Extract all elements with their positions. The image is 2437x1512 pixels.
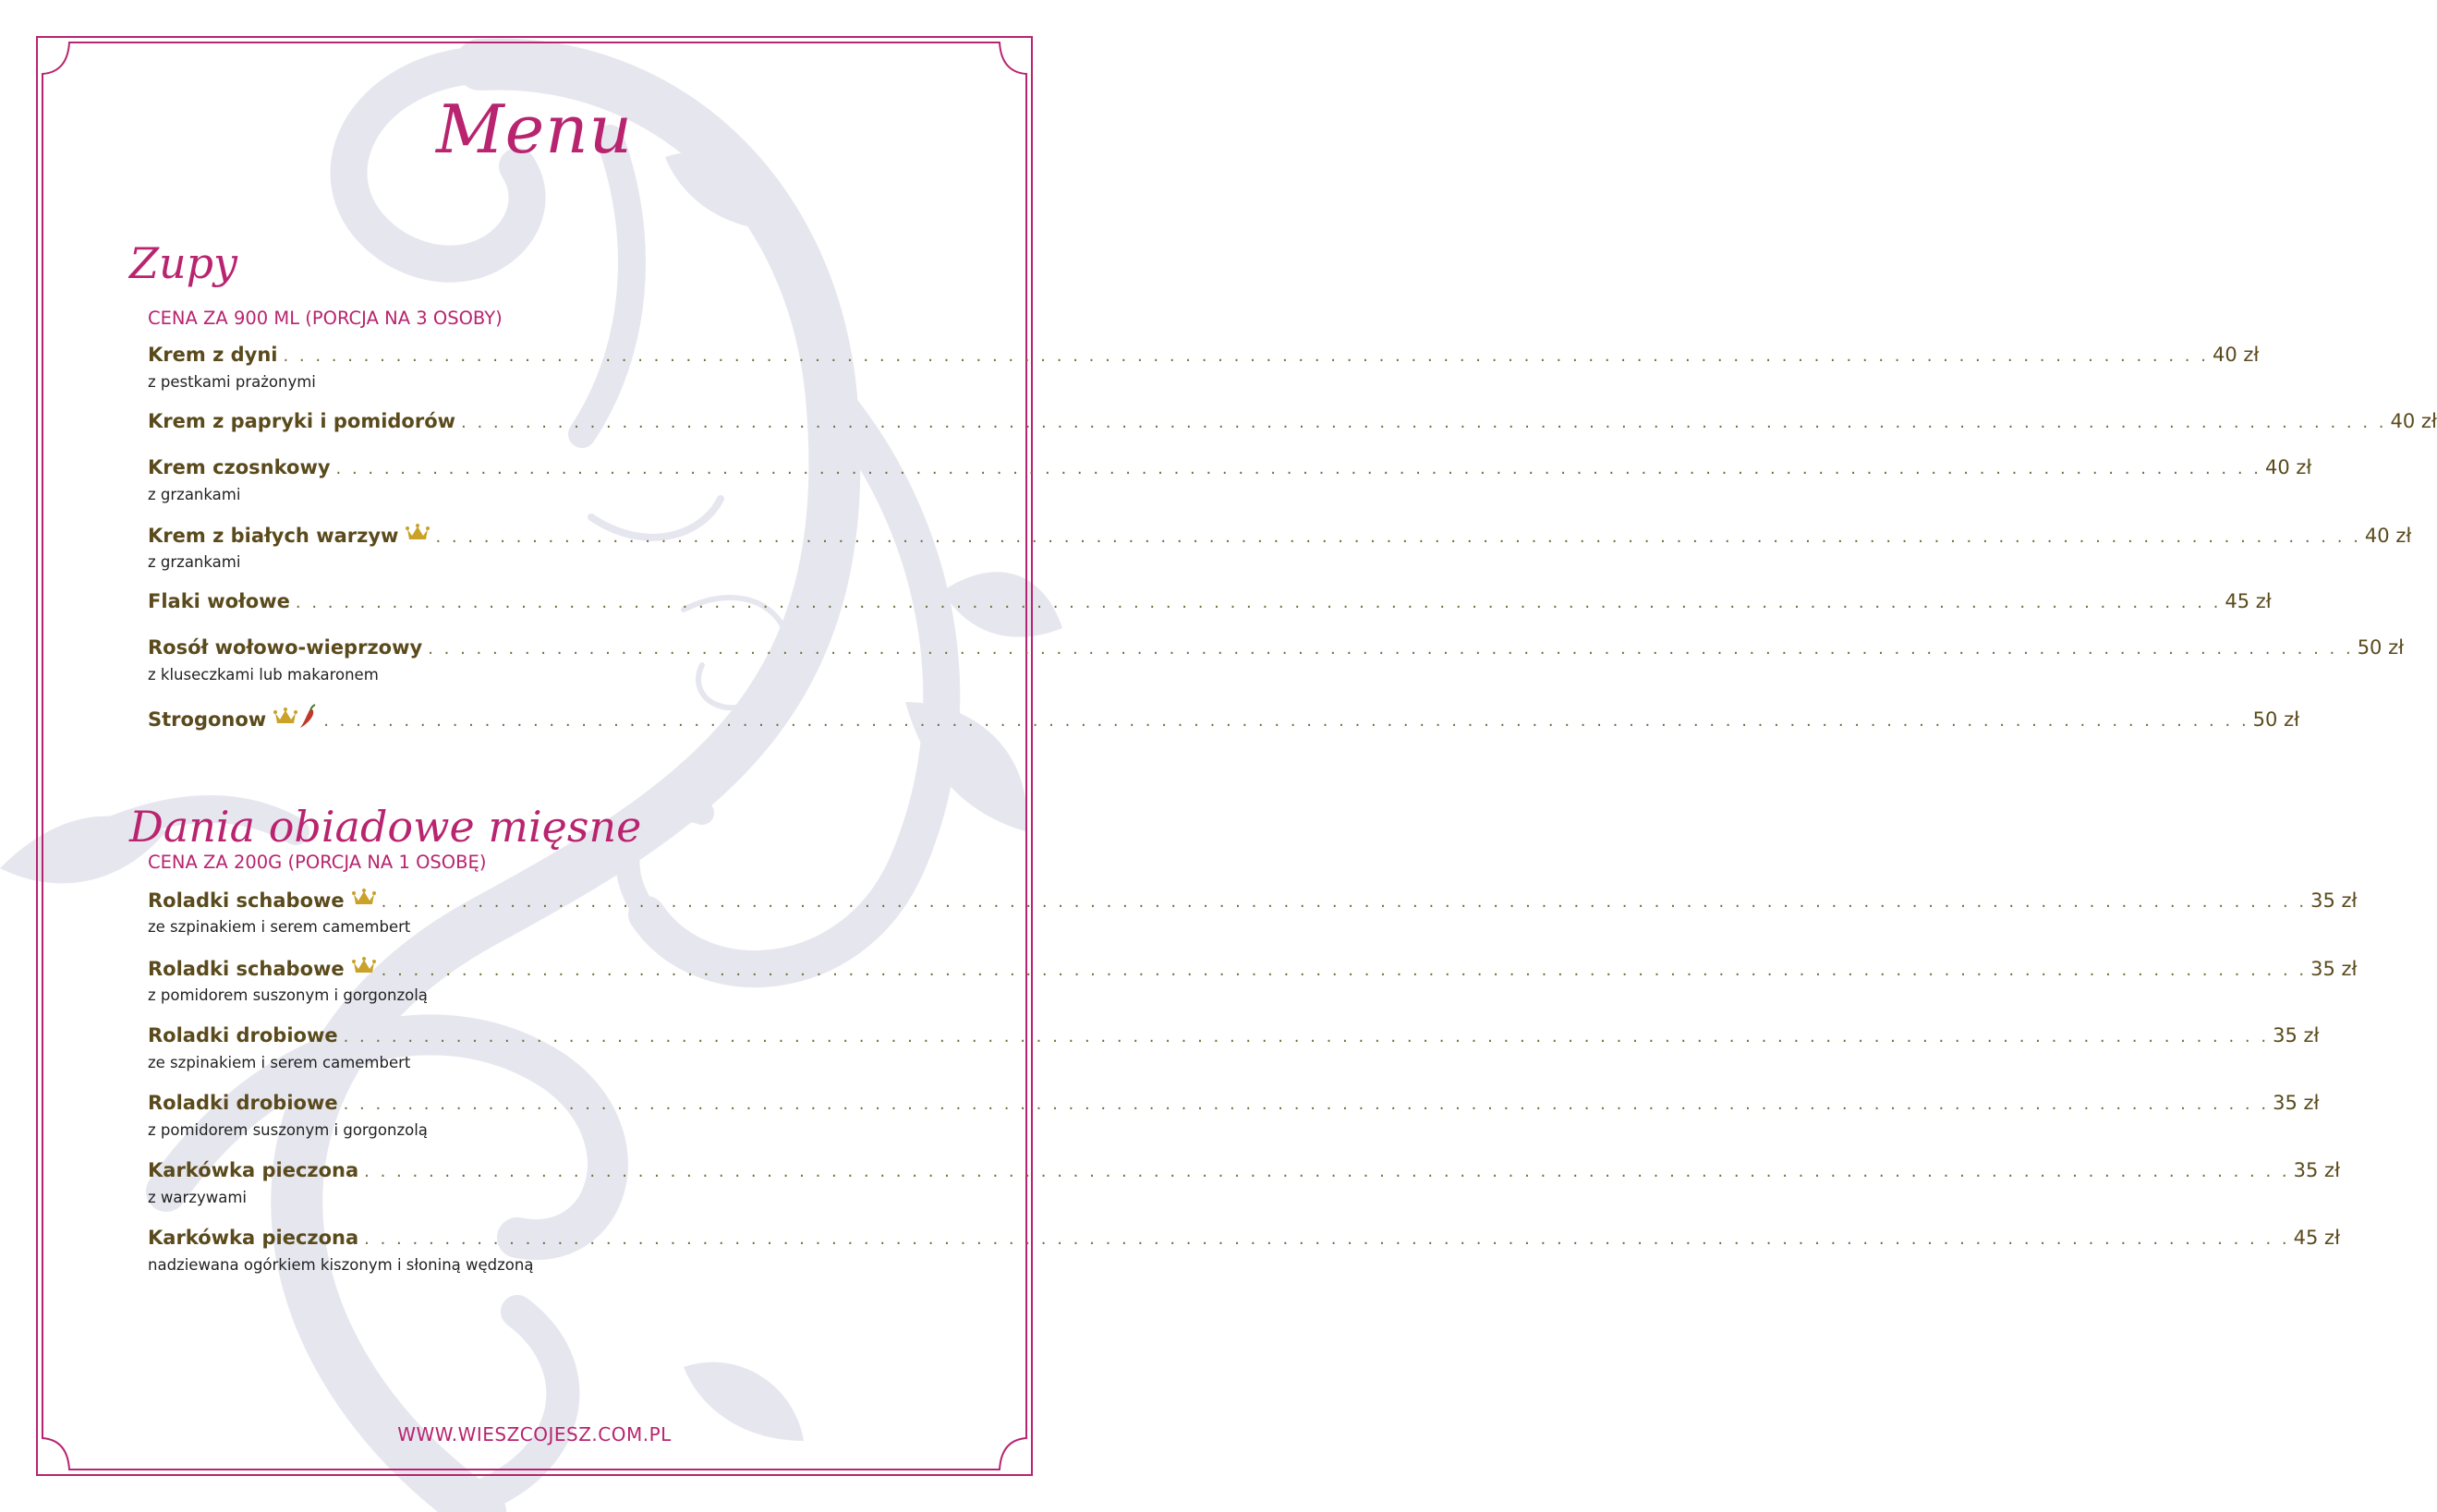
dot-leader: . . . . . . . . . . . . . . . . . . . . . . . . . . . . . . . . . . . . . . . . . . . . . . . . . . . . . . . . . . . . . . . . . . . . . . . . . . . . . . . . . . . . . . . . . . . . . . . . . . . . . . . . . . . . . . . . . . . . . . . . bbox=[461, 413, 2387, 432]
dot-leader: . . . . . . . . . . . . . . . . . . . . . . . . . . . . . . . . . . . . . . . . . . . . . . . . . . . . . . . . . . . . . . . . . . . . . . . . . . . . . . . . . . . . . . . . . . . . . . . . . . . . . . . . . . . . . . . . . . . . . . . . bbox=[323, 711, 2249, 731]
dot-leader: . . . . . . . . . . . . . . . . . . . . . . . . . . . . . . . . . . . . . . . . . . . . . . . . . . . . . . . . . . . . . . . . . . . . . . . . . . . . . . . . . . . . . . . . . . . . . . . . . . . . . . . . . . . . . . . . . . . . . . . . bbox=[428, 639, 2354, 659]
dot-leader: . . . . . . . . . . . . . . . . . . . . . . . . . . . . . . . . . . . . . . . . . . . . . . . . . . . . . . . . . . . . . . . . . . . . . . . . . . . . . . . . . . . . . . . . . . . . . . . . . . . . . . . . . . . . . . . . . . . . . . . . bbox=[283, 346, 2209, 366]
menu-item-row bbox=[148, 636, 2405, 664]
menu-item-badges bbox=[352, 889, 376, 907]
crown-icon bbox=[406, 524, 430, 542]
crown-icon bbox=[352, 957, 376, 975]
menu-item-name: Strogonow bbox=[148, 708, 267, 731]
menu-item-row bbox=[148, 1227, 2341, 1254]
menu-item-name: Karkówka pieczona bbox=[148, 1159, 359, 1181]
menu-item-price: 40 zł bbox=[2265, 456, 2312, 478]
dot-leader: . . . . . . . . . . . . . . . . . . . . . . . . . . . . . . . . . . . . . . . . . . . . . . . . . . . . . . . . . . . . . . . . . . . . . . . . . . . . . . . . . . . . . . . . . . . . . . . . . . . . . . . . . . . . . . . . . . . . . . . . bbox=[364, 1162, 2290, 1181]
menu-item-row bbox=[148, 957, 2358, 985]
section-title: Dania obiadowe mięsne bbox=[129, 802, 642, 852]
menu-item-description: z pomidorem suszonym i gorgonzolą bbox=[148, 1121, 428, 1139]
menu-item-price: 35 zł bbox=[2273, 1092, 2320, 1114]
section-title: Zupy bbox=[129, 238, 238, 288]
menu-item-name: Krem z białych warzyw bbox=[148, 525, 399, 547]
crown-icon bbox=[352, 889, 376, 907]
menu-item-badges bbox=[352, 957, 376, 975]
menu-item-description: z warzywami bbox=[148, 1189, 247, 1206]
menu-item-description: z grzankami bbox=[148, 553, 241, 571]
menu-item-name: Flaki wołowe bbox=[148, 590, 290, 612]
menu-item-description: z kluseczkami lub makaronem bbox=[148, 666, 379, 683]
menu-item-price: 40 zł bbox=[2364, 525, 2412, 547]
menu-item-description: z grzankami bbox=[148, 486, 241, 503]
menu-item bbox=[148, 410, 2437, 438]
menu-item-description: z pestkami prażonymi bbox=[148, 373, 316, 391]
menu-item-name: Rosół wołowo-wieprzowy bbox=[148, 636, 423, 659]
menu-item bbox=[148, 1024, 2320, 1071]
menu-item-row bbox=[148, 1159, 2341, 1187]
dot-leader: . . . . . . . . . . . . . . . . . . . . . . . . . . . . . . . . . . . . . . . . . . . . . . . . . . . . . . . . . . . . . . . . . . . . . . . . . . . . . . . . . . . . . . . . . . . . . . . . . . . . . . . . . . . . . . . . . . . . . . . . bbox=[435, 527, 2361, 547]
menu-item-name: Roladki drobiowe bbox=[148, 1024, 338, 1046]
menu-item-price: 35 zł bbox=[2310, 889, 2358, 912]
section-price-note: CENA ZA 200G (PORCJA NA 1 OSOBĘ) bbox=[148, 852, 487, 873]
menu-item bbox=[148, 957, 2358, 1004]
website-footer[interactable]: WWW.WIESZCOJESZ.COM.PL bbox=[397, 1423, 672, 1445]
dot-leader: . . . . . . . . . . . . . . . . . . . . . . . . . . . . . . . . . . . . . . . . . . . . . . . . . . . . . . . . . . . . . . . . . . . . . . . . . . . . . . . . . . . . . . . . . . . . . . . . . . . . . . . . . . . . . . . . . . . . . . . . bbox=[381, 892, 2308, 912]
menu-item-name: Krem z papryki i pomidorów bbox=[148, 410, 456, 432]
menu-item-row bbox=[148, 889, 2358, 916]
menu-item-row bbox=[148, 1024, 2320, 1052]
dot-leader: . . . . . . . . . . . . . . . . . . . . . . . . . . . . . . . . . . . . . . . . . . . . . . . . . . . . . . . . . . . . . . . . . . . . . . . . . . . . . . . . . . . . . . . . . . . . . . . . . . . . . . . . . . . . . . . . . . . . . . . . bbox=[343, 1027, 2270, 1046]
menu-item-row bbox=[148, 524, 2412, 551]
menu-item-badges bbox=[406, 524, 430, 542]
menu-item-price: 35 zł bbox=[2273, 1024, 2320, 1046]
menu-item-row bbox=[148, 456, 2312, 484]
decorative-border bbox=[0, 0, 1069, 1512]
section-price-note: CENA ZA 900 ML (PORCJA NA 3 OSOBY) bbox=[148, 308, 503, 329]
menu-item bbox=[148, 1227, 2341, 1274]
menu-item-name: Krem czosnkowy bbox=[148, 456, 331, 478]
menu-item-row bbox=[148, 410, 2437, 438]
menu-item bbox=[148, 636, 2405, 683]
dot-leader: . . . . . . . . . . . . . . . . . . . . . . . . . . . . . . . . . . . . . . . . . . . . . . . . . . . . . . . . . . . . . . . . . . . . . . . . . . . . . . . . . . . . . . . . . . . . . . . . . . . . . . . . . . . . . . . . . . . . . . . . bbox=[335, 459, 2262, 478]
chili-pepper-icon bbox=[297, 704, 318, 730]
menu-item bbox=[148, 889, 2358, 936]
menu-item-row bbox=[148, 1092, 2320, 1119]
menu-item-name: Roladki schabowe bbox=[148, 889, 345, 912]
menu-item-name: Roladki schabowe bbox=[148, 958, 345, 980]
menu-item-price: 35 zł bbox=[2310, 958, 2358, 980]
menu-title: Menu bbox=[435, 91, 634, 168]
dot-leader: . . . . . . . . . . . . . . . . . . . . . . . . . . . . . . . . . . . . . . . . . . . . . . . . . . . . . . . . . . . . . . . . . . . . . . . . . . . . . . . . . . . . . . . . . . . . . . . . . . . . . . . . . . . . . . . . . . . . . . . . bbox=[364, 1229, 2290, 1249]
menu-item-price: 35 zł bbox=[2293, 1159, 2341, 1181]
menu-item-row bbox=[148, 590, 2272, 618]
menu-item-row bbox=[148, 704, 2300, 732]
menu-item-description: nadziewana ogórkiem kiszonym i słoniną wędzoną bbox=[148, 1256, 534, 1274]
dot-leader: . . . . . . . . . . . . . . . . . . . . . . . . . . . . . . . . . . . . . . . . . . . . . . . . . . . . . . . . . . . . . . . . . . . . . . . . . . . . . . . . . . . . . . . . . . . . . . . . . . . . . . . . . . . . . . . . . . . . . . . . bbox=[343, 1095, 2270, 1114]
menu-item-name: Roladki drobiowe bbox=[148, 1092, 338, 1114]
menu-item bbox=[148, 524, 2412, 571]
menu-item bbox=[148, 344, 2260, 391]
dot-leader: . . . . . . . . . . . . . . . . . . . . . . . . . . . . . . . . . . . . . . . . . . . . . . . . . . . . . . . . . . . . . . . . . . . . . . . . . . . . . . . . . . . . . . . . . . . . . . . . . . . . . . . . . . . . . . . . . . . . . . . . bbox=[381, 961, 2308, 980]
dot-leader: . . . . . . . . . . . . . . . . . . . . . . . . . . . . . . . . . . . . . . . . . . . . . . . . . . . . . . . . . . . . . . . . . . . . . . . . . . . . . . . . . . . . . . . . . . . . . . . . . . . . . . . . . . . . . . . . . . . . . . . . bbox=[295, 593, 2222, 612]
menu-item bbox=[148, 456, 2312, 503]
menu-item-price: 45 zł bbox=[2293, 1227, 2341, 1249]
menu-item-description: ze szpinakiem i serem camembert bbox=[148, 918, 411, 936]
menu-item-name: Karkówka pieczona bbox=[148, 1227, 359, 1249]
menu-item-description: ze szpinakiem i serem camembert bbox=[148, 1054, 411, 1071]
menu-item-price: 45 zł bbox=[2225, 590, 2272, 612]
menu-item-name: Krem z dyni bbox=[148, 344, 278, 366]
menu-item-price: 40 zł bbox=[2212, 344, 2260, 366]
menu-item bbox=[148, 590, 2272, 618]
menu-item bbox=[148, 1092, 2320, 1139]
menu-item-badges bbox=[273, 704, 318, 730]
menu-item-row bbox=[148, 344, 2260, 371]
menu-item bbox=[148, 1159, 2341, 1206]
menu-item-price: 40 zł bbox=[2390, 410, 2437, 432]
crown-icon bbox=[273, 708, 297, 726]
menu-item-price: 50 zł bbox=[2357, 636, 2405, 659]
menu-item-description: z pomidorem suszonym i gorgonzolą bbox=[148, 986, 428, 1004]
menu-item bbox=[148, 704, 2300, 732]
menu-item-price: 50 zł bbox=[2252, 708, 2300, 731]
